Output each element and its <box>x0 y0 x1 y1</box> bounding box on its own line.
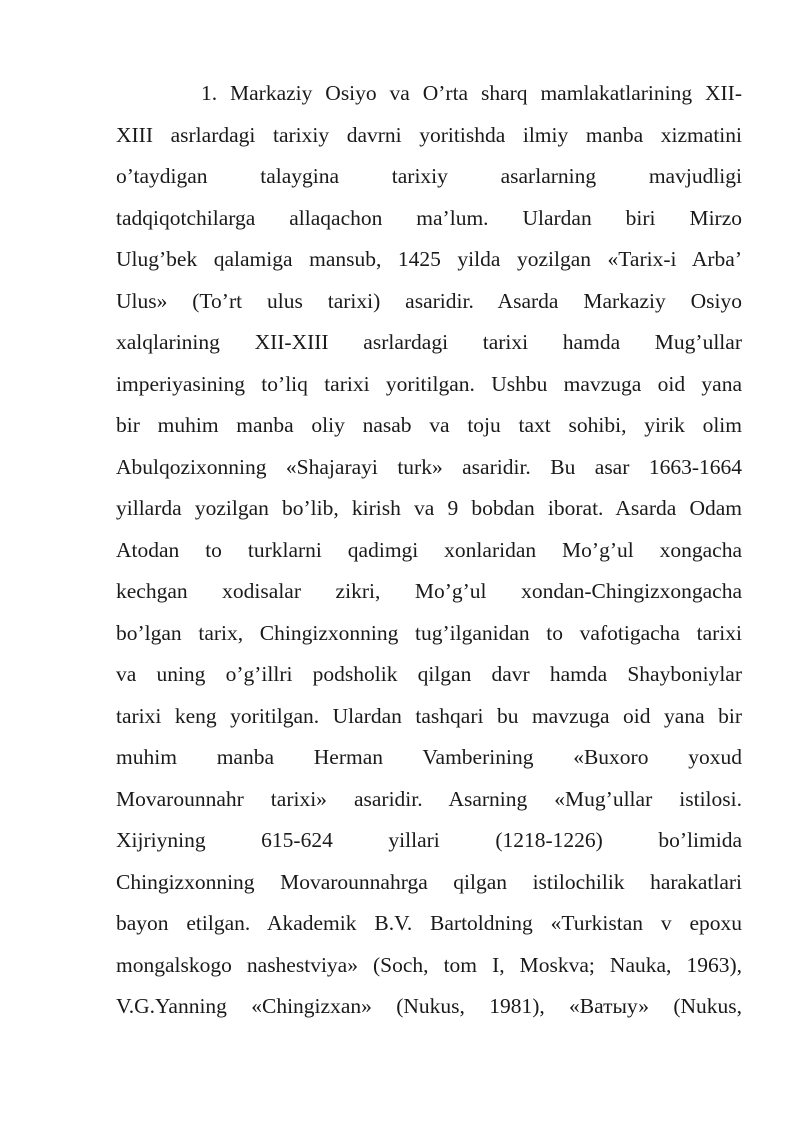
text-line: Ulus» (To’rt ulus tarixi) asaridir. Asarda Markaziy Osiyo <box>116 288 742 313</box>
text-line: Atodan to turklarni qadimgi xonlaridan Mo’g’ul xongacha <box>116 537 742 562</box>
text-line: V.G.Yanning «Chingizxan» (Nukus, 1981), «Ватыу» (Nukus, <box>116 994 742 1018</box>
text-line: Chingizxonning Movarounnahrga qilgan istilochilik harakatlari <box>116 869 742 894</box>
text-line: va uning o’g’illri podsholik qilgan davr hamda Shayboniylar <box>116 662 742 686</box>
text-line: 1. Markaziy Osiyo va O’rta sharq mamlakatlarining XII- <box>201 81 742 105</box>
text-line: yillarda yozilgan bo’lib, kirish va 9 bobdan iborat. Asarda Odam <box>116 496 742 520</box>
text-line: tarixi keng yoritilgan. Ulardan tashqari bu mavzuga oid yana bir <box>116 703 742 728</box>
text-line: bayon etilgan. Akademik B.V. Bartoldning «Turkistan v epoxu <box>116 911 742 935</box>
text-line: o’taydigan talaygina tarixiy asarlarning mavjudligi <box>116 164 742 188</box>
text-line: Movarounnahr tarixi» asaridir. Asarning «Mug’ullar istilosi. <box>116 786 742 811</box>
text-line: Abulqozixonning «Shajarayi turk» asaridir. Bu asar 1663-1664 <box>116 454 742 479</box>
text-line: tadqiqotchilarga allaqachon ma’lum. Ulardan biri Mirzo <box>116 205 742 230</box>
text-line: kechgan xodisalar zikri, Mo’g’ul xondan-Chingizxongacha <box>116 579 742 603</box>
text-line: Xijriyning 615-624 yillari (1218-1226) bo’limida <box>116 828 742 852</box>
text-line: bir muhim manba oliy nasab va toju taxt sohibi, yirik olim <box>116 413 742 437</box>
text-line: bo’lgan tarix, Chingizxonning tug’ilganidan to vafotigacha tarixi <box>116 620 742 645</box>
text-line: xalqlarining XII-XIII asrlardagi tarixi hamda Mug’ullar <box>116 330 742 354</box>
text-line: XIII asrlardagi tarixiy davrni yoritishda ilmiy manba xizmatini <box>116 122 742 147</box>
body-paragraph <box>116 73 742 1028</box>
text-line: imperiyasining to’liq tarixi yoritilgan. Ushbu mavzuga oid yana <box>116 371 742 396</box>
text-line: Ulug’bek qalamiga mansub, 1425 yilda yozilgan «Tarix-i Arba’ <box>116 247 742 271</box>
text-line: mongalskogo nashestviya» (Soch, tom I, Moskva; Nauka, 1963), <box>116 952 742 977</box>
text-line: muhim manba Herman Vamberining «Buxoro yoxud <box>116 745 742 769</box>
